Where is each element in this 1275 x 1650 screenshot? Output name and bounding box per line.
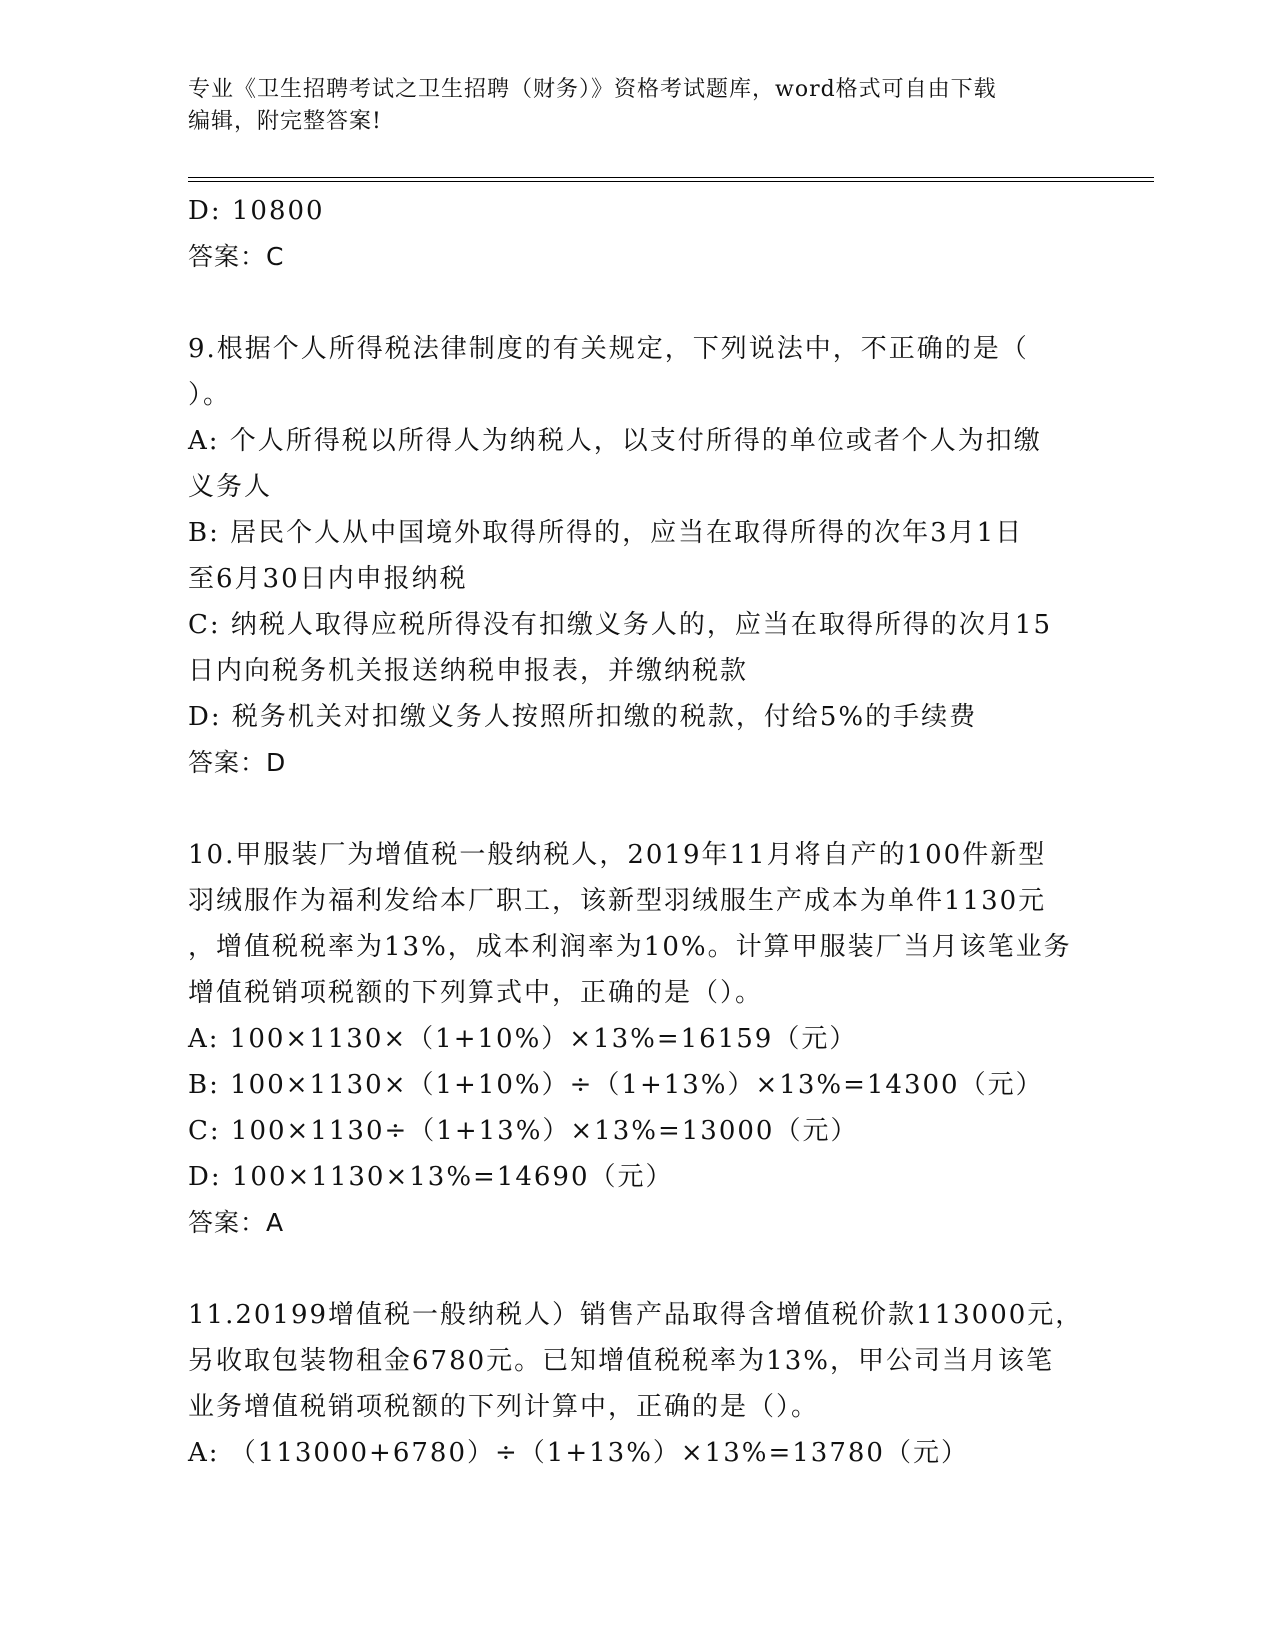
spacer bbox=[188, 1246, 1088, 1292]
question-stem: 10.甲服装厂为增值税一般纳税人，2019年11月将自产的100件新型 bbox=[188, 840, 1047, 870]
question-stem: ）。 bbox=[188, 380, 232, 410]
question-stem: 羽绒服作为福利发给本厂职工，该新型羽绒服生产成本为单件1130元 bbox=[188, 886, 1047, 916]
option-c: C: 纳税人取得应税所得没有扣缴义务人的，应当在取得所得的次月15 bbox=[188, 610, 1053, 640]
question-stem: 9.根据个人所得税法律制度的有关规定，下列说法中，不正确的是（ bbox=[188, 334, 1029, 364]
option-a: A: （113000+6780）÷（1+13%）×13%=13780（元） bbox=[188, 1438, 969, 1468]
option-b: B: 100×1130×（1+10%）÷（1+13%）×13%=14300（元） bbox=[188, 1070, 1044, 1100]
page-header bbox=[188, 74, 1088, 138]
option-a: A: 100×1130×（1+10%）×13%=16159（元） bbox=[188, 1024, 858, 1054]
question-stem: 增值税销项税额的下列算式中，正确的是（）。 bbox=[188, 978, 764, 1008]
option-c: 日内向税务机关报送纳税申报表，并缴纳税款 bbox=[188, 656, 749, 686]
question-stem: 另收取包装物租金6780元。已知增值税税率为13%，甲公司当月该笔 bbox=[188, 1346, 1054, 1376]
option-d: D: 税务机关对扣缴义务人按照所扣缴的税款，付给5%的手续费 bbox=[188, 702, 978, 732]
question-11 bbox=[188, 1292, 1088, 1476]
option-d: D: 10800 bbox=[188, 196, 325, 226]
question-9 bbox=[188, 326, 1088, 786]
option-d: D: 100×1130×13%=14690（元） bbox=[188, 1162, 674, 1192]
spacer bbox=[188, 280, 1088, 326]
question-8-tail bbox=[188, 188, 1088, 280]
question-stem: 11.20199增值税一般纳税人）销售产品取得含增值税价款113000元， bbox=[188, 1300, 1084, 1330]
option-b: B: 居民个人从中国境外取得所得的，应当在取得所得的次年3月1日 bbox=[188, 518, 1024, 548]
option-b: 至6月30日内申报纳税 bbox=[188, 564, 468, 594]
answer-label: 答案：D bbox=[188, 748, 287, 777]
question-stem: 业务增值税销项税额的下列计算中，正确的是（）。 bbox=[188, 1392, 820, 1422]
header-title-line2: 编辑，附完整答案! bbox=[188, 109, 382, 134]
option-a: 义务人 bbox=[188, 472, 273, 502]
question-10 bbox=[188, 832, 1088, 1246]
answer-label: 答案：A bbox=[188, 1208, 285, 1237]
option-a: A: 个人所得税以所得人为纳税人，以支付所得的单位或者个人为扣缴 bbox=[188, 426, 1042, 456]
option-c: C: 100×1130÷（1+13%）×13%=13000（元） bbox=[188, 1116, 859, 1146]
header-divider bbox=[188, 177, 1154, 182]
spacer bbox=[188, 786, 1088, 832]
question-content bbox=[188, 188, 1088, 1476]
header-title-line1: 专业《卫生招聘考试之卫生招聘（财务）》资格考试题库，word格式可自由下载 bbox=[188, 77, 997, 102]
answer-label: 答案：C bbox=[188, 242, 285, 271]
question-stem: ，增值税税率为13%，成本利润率为10%。计算甲服装厂当月该笔业务 bbox=[188, 932, 1072, 962]
